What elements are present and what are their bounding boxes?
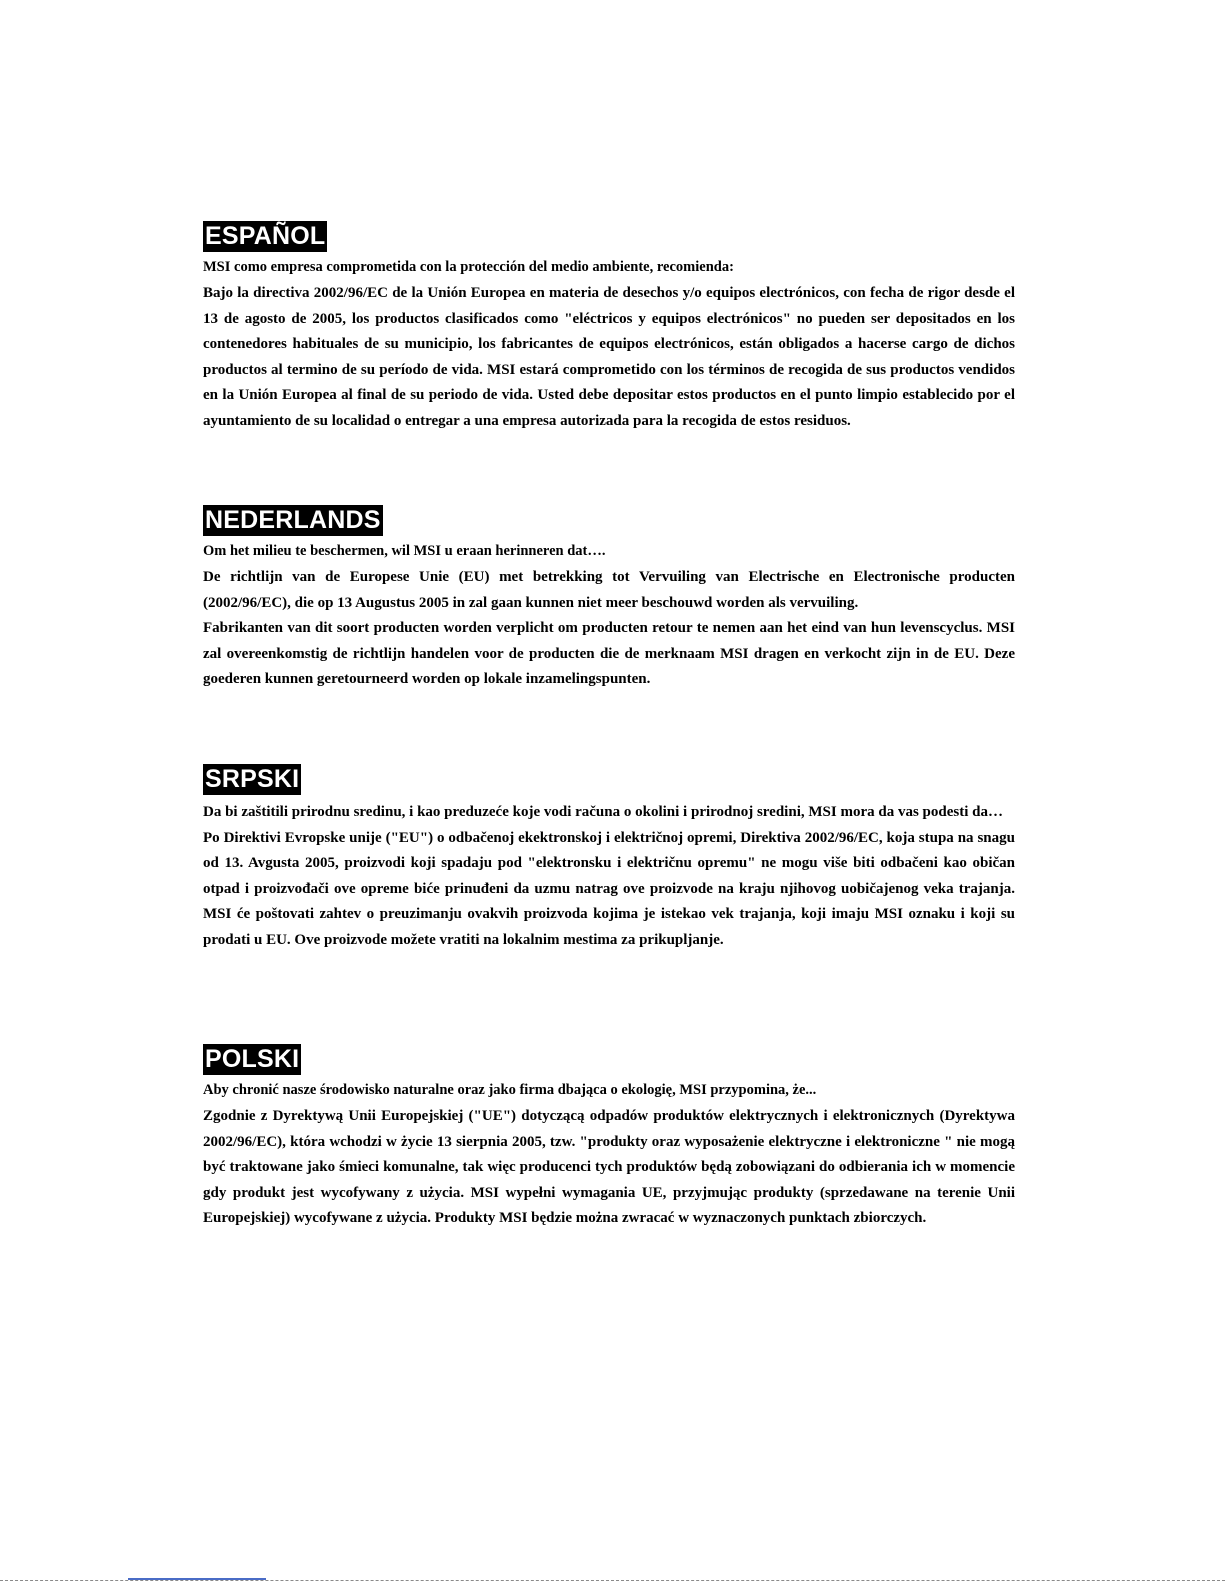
section-polski	[203, 1044, 1015, 1232]
section-body-nederlands: De richtlijn van de Europese Unie (EU) met betrekking tot Vervuiling van Electrische en Electronische producten (2002/96/EC), die op 13 Augustus 2005 in zal gaan kunnen niet meer beschouwd worden als vervuiling.	[203, 569, 1015, 611]
section-heading-polski: POLSKI	[205, 1045, 300, 1073]
section-body-nederlands-2: Fabrikanten van dit soort producten worden verplicht om producten retour te nemen aan het eind van hun levenscyclus. MSI zal overeenkomstig de richtlijn handelen voor de producten die de merknaam MSI dragen en verkocht zijn in de EU. Deze goederen kunnen geretourneerd worden op lokale inzamelingspunten.	[203, 620, 1015, 687]
page-bottom-rule	[0, 1580, 1225, 1581]
section-heading-srpski: SRPSKI	[205, 765, 300, 793]
section-heading-nederlands: NEDERLANDS	[205, 506, 381, 534]
section-intro-polski: Aby chronić nasze środowisko naturalne oraz jako firma dbająca o ekologię, MSI przypomina, że...	[203, 1082, 817, 1098]
section-espanol	[203, 221, 1015, 434]
section-intro-srpski: Da bi zaštitili prirodnu sredinu, i kao preduzeće koje vodi računa o okolini i prirodnoj sredini, MSI mora da vas podesti da…	[203, 804, 1003, 820]
section-body-polski: Zgodnie z Dyrektywą Unii Europejskiej ("UE") dotyczącą odpadów produktów elektrycznych i elektronicznych (Dyrektywa 2002/96/EC), która wchodzi w życie 13 sierpnia 2005, tzw. "produkty oraz wyposażenie elektryczne i elektroniczne " nie mogą być traktowane jako śmieci komunalne, tak więc producenci tych produktów będą zobowiązani do odbierania ich w momencie gdy produkt jest wycofywany z użycia. MSI wypełni wymagania UE, przyjmując produkty (sprzedawane na terenie Unii Europejskiej) wycofywane z użycia. Produkty MSI będzie można zwracać w wyznaczonych punktach zbiorczych.	[203, 1108, 1015, 1226]
section-srpski	[203, 764, 1015, 953]
section-intro-nederlands: Om het milieu te beschermen, wil MSI u eraan herinneren dat….	[203, 543, 606, 559]
section-nederlands	[203, 505, 1015, 693]
section-heading-espanol: ESPAÑOL	[205, 222, 326, 250]
section-body-espanol: Bajo la directiva 2002/96/EC de la Unión Europea en materia de desechos y/o equipos electrónicos, con fecha de rigor desde el 13 de agosto de 2005, los productos clasificados como "eléctricos y equipos electrónicos" no pueden ser depositados en los contenedores habituales de su municipio, los fabricantes de equipos electrónicos, están obligados a hacerse cargo de dichos productos al termino de su período de vida. MSI estará comprometido con los términos de recogida de sus productos vendidos en la Unión Europea al final de su periodo de vida. Usted debe depositar estos productos en el punto limpio establecido por el ayuntamiento de su localidad o entregar a una empresa autorizada para la recogida de estos residuos.	[203, 285, 1015, 429]
section-intro-espanol: MSI como empresa comprometida con la protección del medio ambiente, recomienda:	[203, 259, 734, 275]
section-body-srpski: Po Direktivi Evropske unije ("EU") o odbačenoj ekektronskoj i električnoj opremi, Direktiva 2002/96/EC, koja stupa na snagu od 13. Avgusta 2005, proizvodi koji spadaju pod "elektronsku i električnu opremu" ne mogu više biti odbačeni kao običan otpad i proizvođači ove opreme biće prinuđeni da uzmu natrag ove proizvode na kraju njihovog uobičajenog veka trajanja. MSI će poštovati zahtev o preuzimanju ovakvih proizvoda kojima je istekao vek trajanja, koji imaju MSI oznaku i koji su prodati u EU. Ove proizvode možete vratiti na lokalnim mestima za prikupljanje.	[203, 829, 1015, 948]
page-bottom-marker	[128, 1578, 266, 1580]
